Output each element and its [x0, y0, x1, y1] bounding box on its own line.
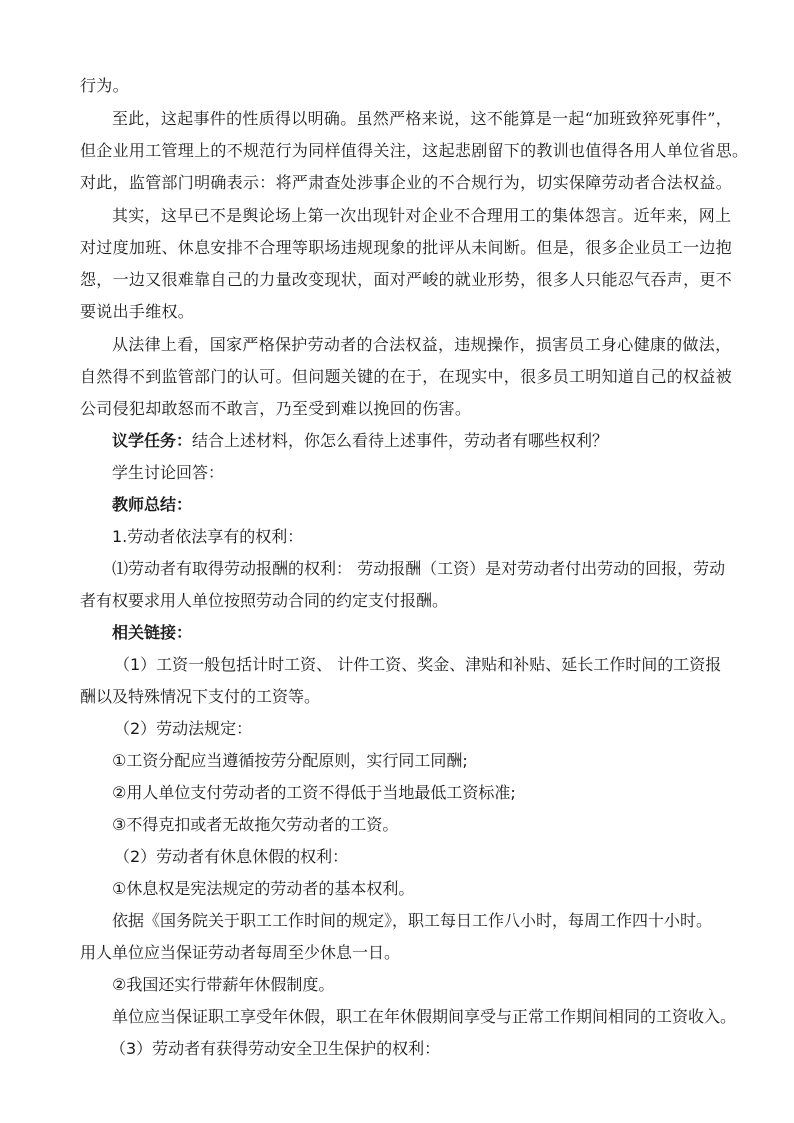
- paragraph-line: 依据《国务院关于职工工作时间的规定》，职工每日工作八小时，每周工作四十小时。: [112, 911, 713, 930]
- list-item: （3）劳动者有获得劳动安全卫生保护的权利：: [110, 1039, 441, 1058]
- paragraph-line: 行为。: [80, 76, 129, 95]
- list-item: ③不得克扣或者无故拖欠劳动者的工资。: [112, 815, 399, 834]
- list-item: ②我国还实行带薪年休假制度。: [112, 975, 335, 994]
- paragraph-line: 单位应当保证职工享受年休假，职工在年休假期间享受与正常工作期间相同的工资收入。: [112, 1007, 737, 1026]
- paragraph-line: 者有权要求用人单位按照劳动合同的约定支付报酬。: [80, 591, 449, 610]
- list-item: ①工资分配应当遵循按劳分配原则，实行同工同酬;: [112, 751, 468, 770]
- paragraph-line: 公司侵犯却敢怒而不敢言，乃至受到难以挽回的伤害。: [80, 399, 472, 418]
- paragraph-line: 对此，监管部门明确表示：将严肃查处涉事企业的不合规行为，切实保障劳动者合法权益。: [80, 173, 733, 192]
- right-1-text: 劳动报酬（工资）是对劳动者付出劳动的回报，劳动: [357, 559, 726, 578]
- right-1-line: [112, 559, 726, 579]
- paragraph-line: 要说出手维权。: [80, 302, 195, 321]
- paragraph-line: 用人单位应当保证劳动者每周至少休息一日。: [80, 943, 401, 962]
- related-links-heading: 相关链接：: [112, 623, 193, 642]
- teacher-summary-heading: 教师总结：: [112, 495, 193, 514]
- rights-heading: 1.劳动者依法享有的权利：: [112, 527, 304, 546]
- paragraph-line: 从法律上看，国家严格保护劳动者的合法权益，违规操作，损害员工身心健康的做法，: [112, 335, 732, 354]
- task-label: 议学任务：: [112, 431, 193, 450]
- list-item: ②用人单位支付劳动者的工资不得低于当地最低工资标准;: [112, 783, 516, 802]
- paragraph-line: 怨，一边又很难靠自己的力量改变现状，面对严峻的就业形势，很多人只能忍气吞声，更不: [80, 270, 733, 289]
- paragraph-line: 其实，这早已不是舆论场上第一次出现针对企业不合理用工的集体怨言。近年来，网上: [112, 206, 732, 225]
- task-text: 结合上述材料，你怎么看待上述事件，劳动者有哪些权利？: [192, 431, 609, 450]
- list-item: （2）劳动者有休息休假的权利：: [114, 847, 349, 866]
- right-1-title: ⑴劳动者有取得劳动报酬的权利：: [112, 559, 353, 578]
- paragraph-line: 酬以及特殊情况下支付的工资等。: [80, 687, 321, 706]
- list-item: ①休息权是宪法规定的劳动者的基本权利。: [112, 879, 415, 898]
- task-line: [112, 431, 608, 451]
- paragraph-line: 但企业用工管理上的不规范行为同样值得关注，这起悲剧留下的教训也值得各用人单位省思。: [80, 141, 749, 160]
- paragraph-line: 至此，这起事件的性质得以明确。虽然严格来说，这不能算是一起“加班致猝死事件”，: [112, 109, 733, 128]
- list-item: （1）工资一般包括计时工资、 计件工资、奖金、津贴和补贴、延长工作时间的工资报: [114, 655, 722, 674]
- paragraph-line: 对过度加班、休息安排不合理等职场违规现象的批评从未间断。但是，很多企业员工一边抱: [80, 238, 733, 257]
- list-item: （2）劳动法规定：: [114, 719, 253, 738]
- paragraph-line: 自然得不到监管部门的认可。但问题关键的在于，在现实中，很多员工明知道自己的权益被: [80, 367, 733, 386]
- discussion-line: 学生讨论回答：: [112, 463, 225, 482]
